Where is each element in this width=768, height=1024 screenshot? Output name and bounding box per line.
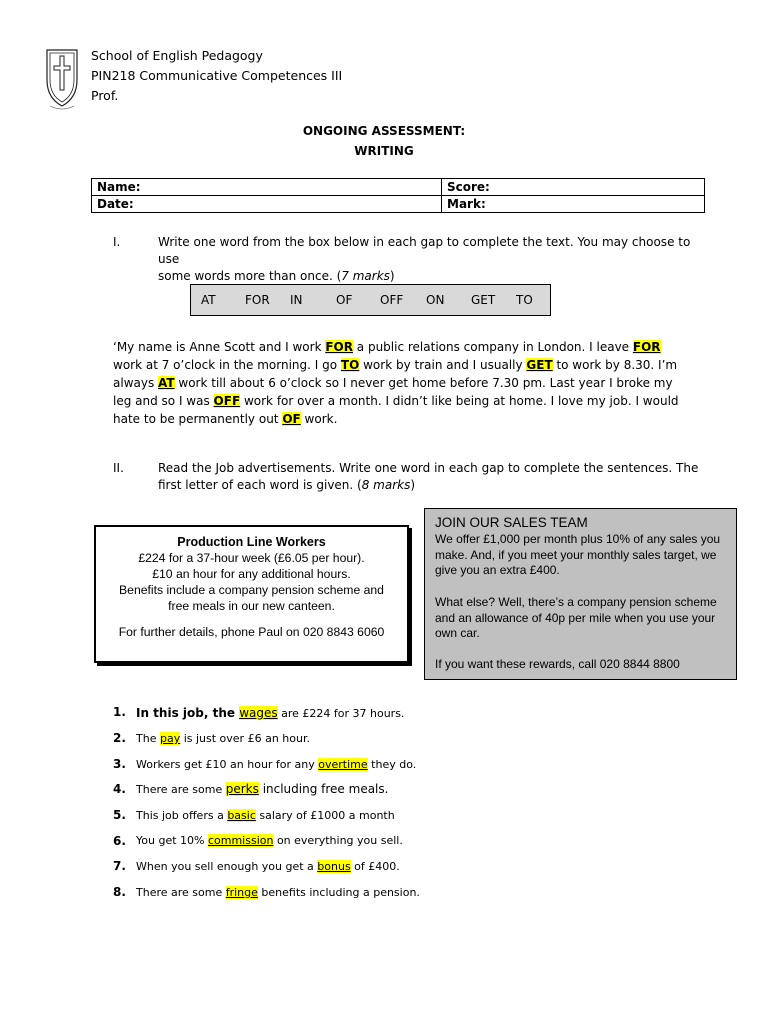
sentence-text: There are some <box>136 783 226 796</box>
section-1-instruction-line2 <box>158 268 710 285</box>
question-sentence-4 <box>136 782 388 796</box>
gap-fill-paragraph <box>113 338 683 428</box>
question-sentence-1 <box>136 706 404 720</box>
sentence-text: of £400. <box>350 860 400 873</box>
question-number: 7. <box>113 859 126 873</box>
word-box-item: GET <box>471 293 496 307</box>
sentence-text: When you sell enough you get a <box>136 860 318 873</box>
section-1-instruction-line1: Write one word from the box below in each gap to complete the text. You may choose to use <box>158 235 691 266</box>
paragraph-text: to work by 8.30. I’m always <box>113 358 678 390</box>
sentence-text: are £224 for 37 hours. <box>277 707 405 720</box>
question-number: 8. <box>113 885 126 899</box>
sentence-text: Workers get £10 an hour for any <box>136 758 319 771</box>
answer-gap-5[interactable]: AT <box>158 376 175 390</box>
sentence-text: You get 10% <box>136 834 208 847</box>
ad-line: Benefits include a company pension scheme and <box>119 583 384 597</box>
instruction-end: ) <box>389 269 395 283</box>
section-2-instruction <box>158 460 710 494</box>
professor-label: Prof. <box>91 88 119 103</box>
school-logo <box>44 46 80 110</box>
question-sentence-8 <box>136 886 420 899</box>
question-number: 2. <box>113 731 126 745</box>
answer-pay[interactable]: pay <box>159 732 181 745</box>
name-field[interactable]: Name: <box>92 179 442 196</box>
sentence-text: There are some <box>136 886 226 899</box>
ad-line: £224 for a 37-hour week (£6.05 per hour). <box>138 551 365 565</box>
ad-paragraph: We offer £1,000 per month plus 10% of any sales you make. And, if you meet your monthly sales target, we give you an extra £400. <box>435 532 721 577</box>
sentence-text: salary of £1000 a month <box>255 809 395 822</box>
ad-paragraph: What else? Well, there’s a company pension scheme and an allowance of 40p per mile when you use your own car. <box>435 595 717 640</box>
ad-title: Production Line Workers <box>177 535 326 549</box>
question-sentence-7 <box>136 860 400 873</box>
word-box-item: TO <box>516 293 533 307</box>
word-box-item: ON <box>426 293 445 307</box>
question-sentence-5 <box>136 809 395 822</box>
instruction-text: first letter of each word is given. ( <box>158 478 362 492</box>
question-sentence-2 <box>136 732 310 745</box>
production-line-ad <box>94 525 409 663</box>
ad-contact: For further details, phone Paul on 020 8843 6060 <box>118 625 385 639</box>
answer-commission[interactable]: commission <box>207 834 274 847</box>
answer-gap-7[interactable]: OF <box>282 412 301 426</box>
sales-team-ad <box>424 508 737 680</box>
paragraph-text: work. <box>300 412 338 426</box>
question-number: 6. <box>113 834 126 848</box>
word-box-item: AT <box>201 293 216 307</box>
page-subtitle: WRITING <box>354 144 414 158</box>
school-name: School of English Pedagogy <box>91 48 263 63</box>
sentence-text: benefits including a pension. <box>257 886 420 899</box>
instruction-end: ) <box>410 478 416 492</box>
question-number: 5. <box>113 808 126 822</box>
paragraph-text: a public relations company in London. I leave <box>352 340 633 354</box>
paragraph-text: ‘My name is Anne Scott and I work <box>113 340 326 354</box>
answer-fringe[interactable]: fringe <box>225 886 258 899</box>
marks-label: 8 marks <box>361 478 411 492</box>
ad-title: JOIN OUR SALES TEAM <box>435 515 588 530</box>
question-number: 3. <box>113 757 126 771</box>
word-box-item: FOR <box>245 293 270 307</box>
student-info-table <box>91 178 705 213</box>
section-1-number: I. <box>113 235 121 249</box>
section-2-instruction-line1: Read the Job advertisements. Write one word in each gap to complete the sentences. The <box>158 461 699 475</box>
paragraph-text: work at 7 o’clock in the morning. I go <box>113 358 341 372</box>
sentence-text: The <box>136 732 160 745</box>
answer-gap-4[interactable]: GET <box>526 358 553 372</box>
answer-gap-2[interactable]: FOR <box>632 340 661 354</box>
page-title: ONGOING ASSESSMENT: <box>302 124 466 138</box>
mark-field[interactable]: Mark: <box>442 196 705 213</box>
answer-perks[interactable]: perks <box>225 782 259 796</box>
sentence-text: including free meals. <box>258 782 389 796</box>
sentence-text: In this job, the <box>136 706 240 720</box>
question-number: 1. <box>113 705 126 719</box>
question-sentence-6 <box>136 834 403 847</box>
answer-gap-3[interactable]: TO <box>340 358 360 372</box>
answer-basic[interactable]: basic <box>227 809 256 822</box>
ad-line: £10 an hour for any additional hours. <box>152 567 351 581</box>
ad-contact: If you want these rewards, call 020 8844 8800 <box>435 657 680 671</box>
date-field[interactable]: Date: <box>92 196 442 213</box>
word-box-item: IN <box>290 293 303 307</box>
paragraph-text: work by train and I usually <box>359 358 527 372</box>
sentence-text: on everything you sell. <box>273 834 403 847</box>
answer-wages[interactable]: wages <box>239 706 278 720</box>
section-1-instruction <box>158 234 710 285</box>
section-2-number: II. <box>113 461 124 475</box>
section-2-instruction-line2 <box>158 477 710 494</box>
answer-gap-6[interactable]: OFF <box>213 394 241 408</box>
answer-gap-1[interactable]: FOR <box>325 340 353 354</box>
answer-bonus[interactable]: bonus <box>317 860 351 873</box>
score-field[interactable]: Score: <box>442 179 705 196</box>
question-sentence-3 <box>136 758 416 771</box>
sentence-text: is just over £6 an hour. <box>180 732 310 745</box>
paragraph-text: work for over a month. I didn’t like being at home. I love my job. I would hate to be permanently out <box>113 394 679 426</box>
ad-line: free meals in our new canteen. <box>168 599 335 613</box>
word-box-item: OF <box>336 293 353 307</box>
course-name: PIN218 Communicative Competences III <box>91 68 343 83</box>
word-box-item: OFF <box>380 293 404 307</box>
instruction-text: some words more than once. ( <box>158 269 342 283</box>
sentence-text: they do. <box>367 758 417 771</box>
sentence-text: This job offers a <box>136 809 228 822</box>
word-box <box>190 284 551 316</box>
paragraph-text: work till about 6 o’clock so I never get home before 7.30 pm. Last year I broke my leg and so I was <box>113 376 673 408</box>
marks-label: 7 marks <box>341 269 390 283</box>
answer-overtime[interactable]: overtime <box>318 758 368 771</box>
question-number: 4. <box>113 782 126 796</box>
